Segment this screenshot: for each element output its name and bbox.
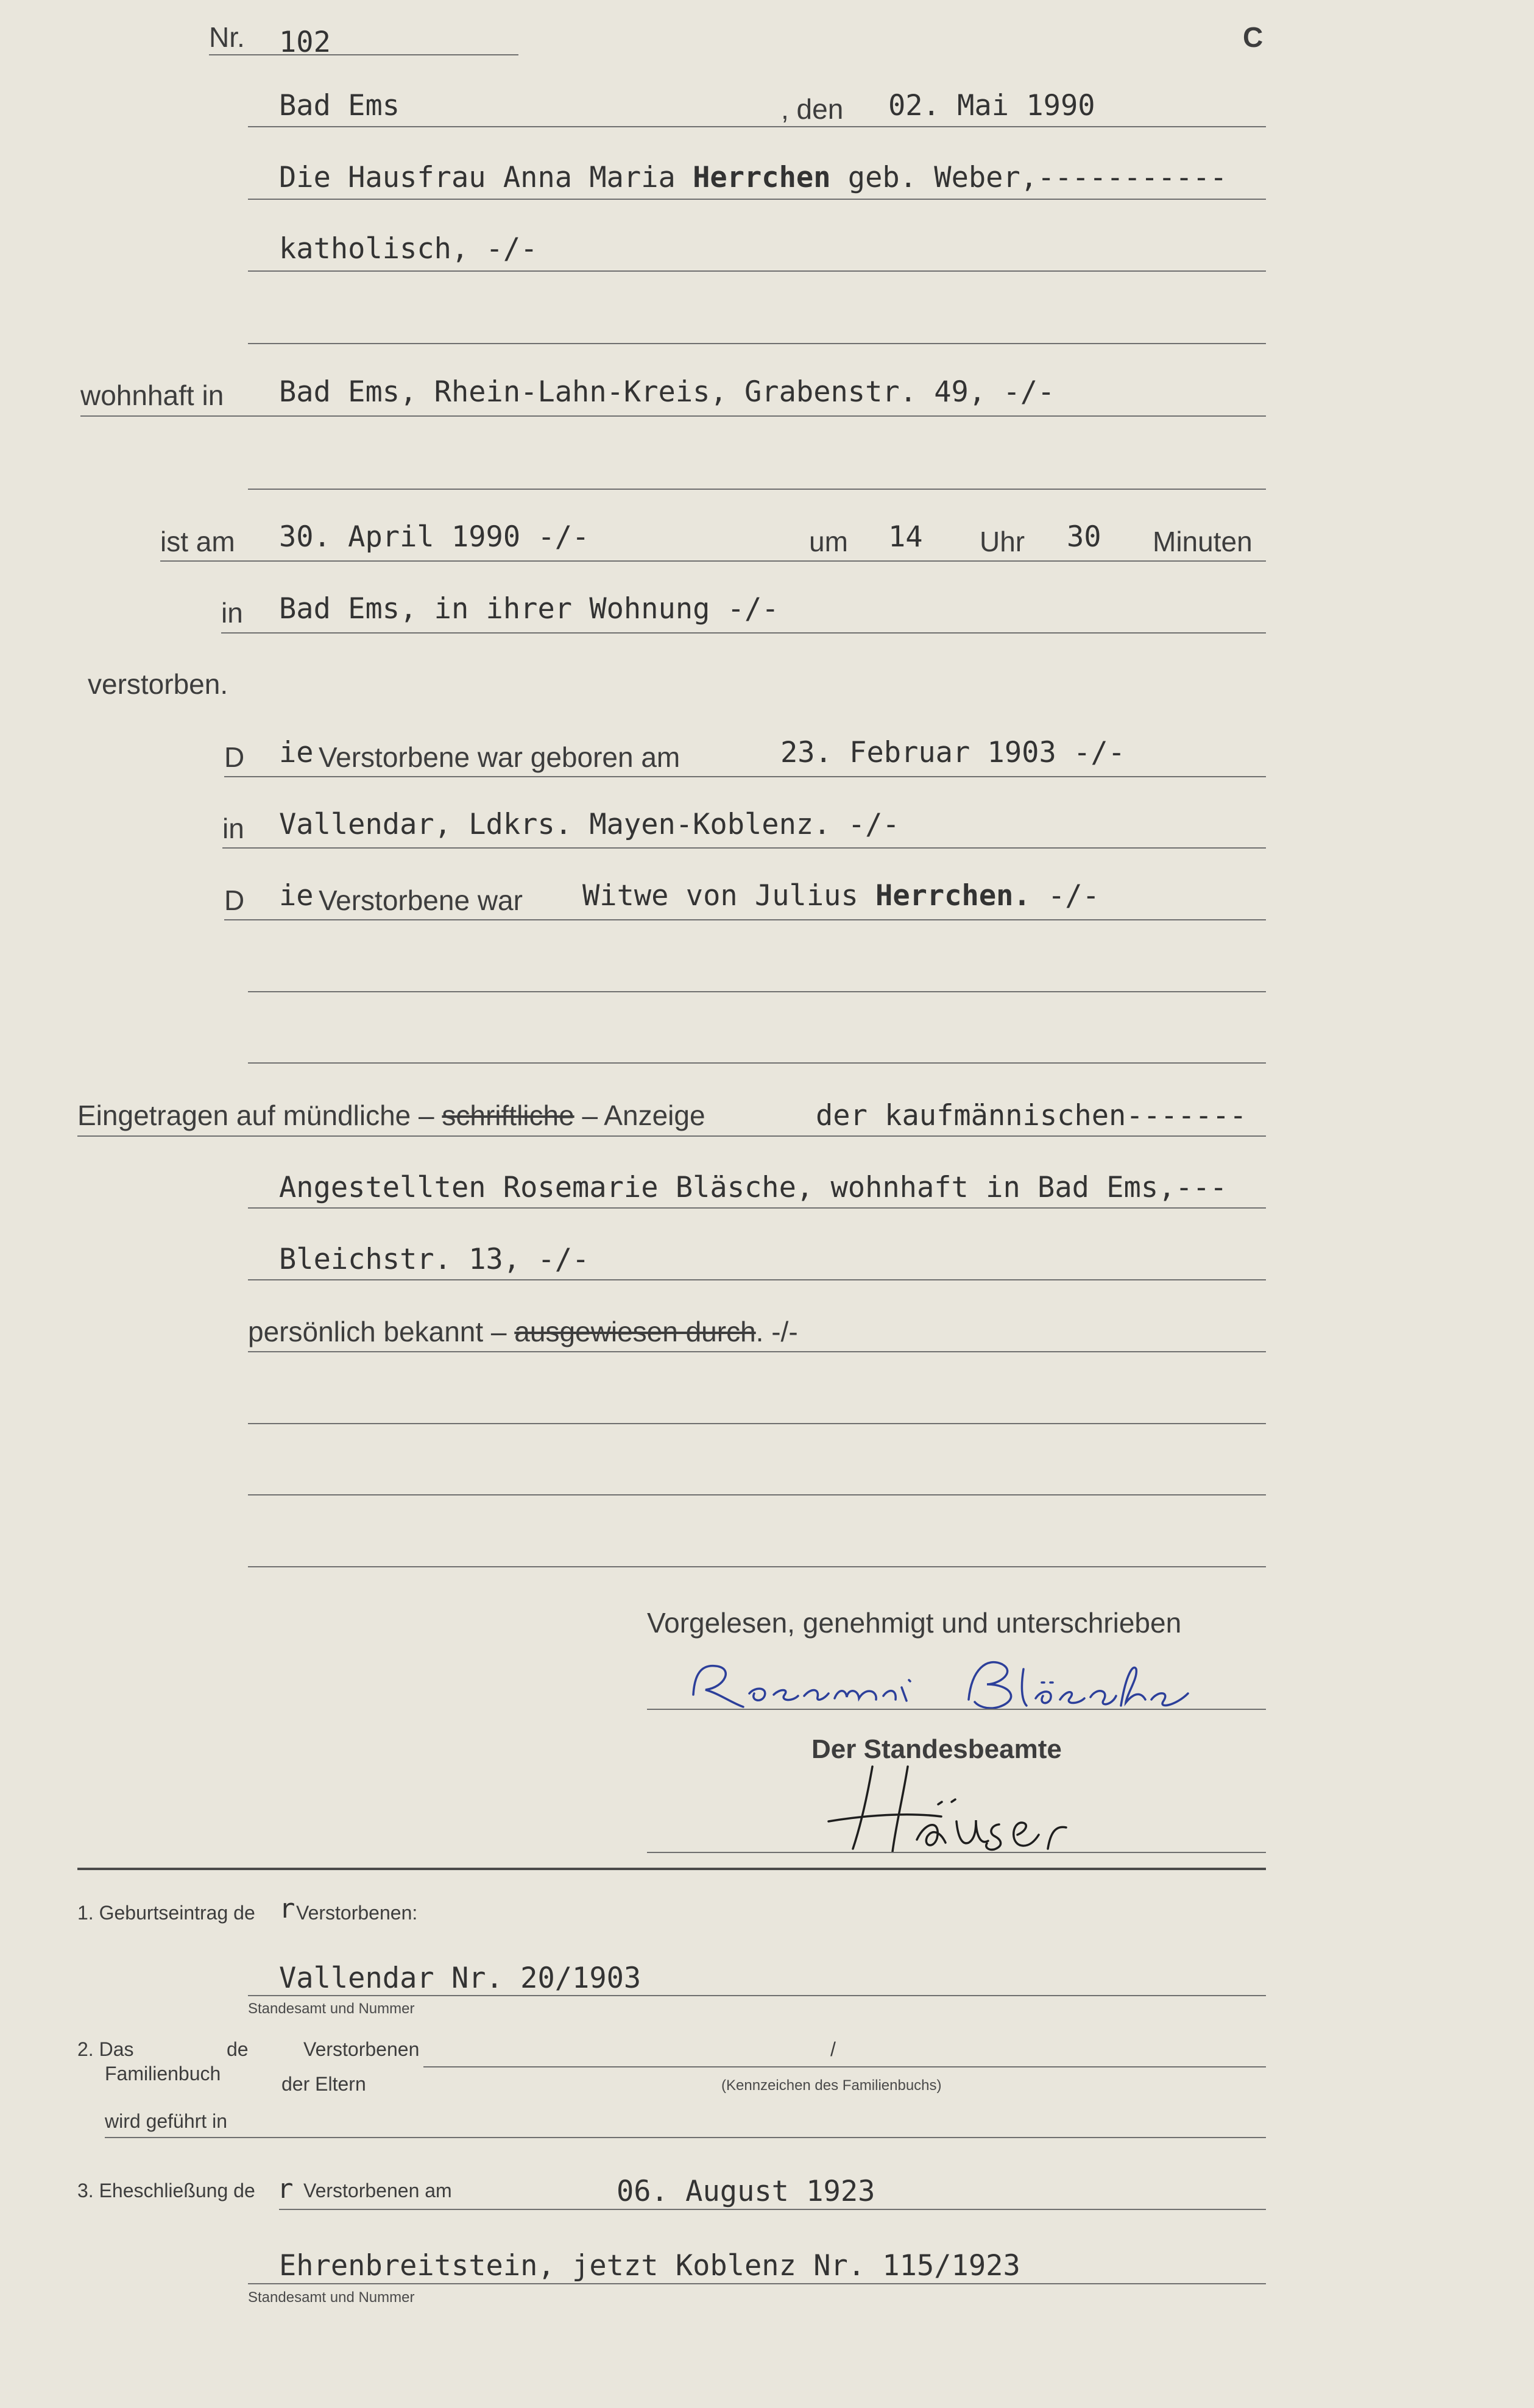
known-label [248, 1318, 798, 1346]
note-3-caption: Standesamt und Nummer [248, 2289, 415, 2306]
note-2-eltern: der Eltern [281, 2073, 366, 2095]
death-in-label: in [221, 597, 243, 629]
note-3-date: 06. August 1923 [617, 2175, 875, 2208]
person-line-1 [279, 163, 1227, 192]
line-place-date [248, 126, 1266, 127]
residence-value: Bad Ems, Rhein-Lahn-Kreis, Grabenstr. 49, -/- [279, 375, 1055, 409]
record-date: 02. Mai 1990 [888, 89, 1095, 122]
note-1-caption: Standesamt und Nummer [248, 2000, 415, 2017]
birth-in-label: in [222, 813, 244, 844]
note-2-slash: / [830, 2038, 836, 2060]
registration-label-struck: schriftliche [442, 1100, 574, 1131]
death-hour: 14 [888, 520, 923, 554]
person-suffix: geb. Weber,----------- [830, 161, 1228, 194]
note-2-label: 2. Das [77, 2038, 134, 2060]
line-blank-2 [248, 1494, 1266, 1495]
nr-line [209, 54, 518, 55]
marital-d-label: D [224, 884, 245, 916]
line-registration-3 [248, 1279, 1266, 1280]
death-minutes: 30 [1067, 520, 1101, 554]
line-known [248, 1351, 1266, 1352]
birth-place: Vallendar, Ldkrs. Mayen-Koblenz. -/- [279, 808, 900, 841]
marital-value [582, 879, 1100, 913]
note-2-gefuehrt: wird geführt in [105, 2110, 227, 2132]
line-marital-2 [248, 991, 1266, 992]
minuten-label: Minuten [1153, 526, 1253, 557]
note-2-de: de [227, 2038, 249, 2060]
note-3-label: 3. Eheschließung de [77, 2180, 255, 2201]
registration-label-post: – Anzeige [582, 1100, 705, 1131]
nr-label: Nr. [209, 21, 245, 53]
uhr-label: Uhr [980, 526, 1025, 557]
known-label-post: . -/- [755, 1316, 798, 1347]
note-2-familienbuch: Familienbuch [105, 2063, 221, 2085]
registrar-signature [816, 1754, 1145, 1858]
death-place: Bad Ems, in ihrer Wohnung -/- [279, 592, 779, 626]
birth-d-label: D [224, 741, 245, 773]
line-note-3b [248, 2283, 1266, 2284]
line-person-1 [248, 199, 1266, 200]
spouse-surname: Herrchen. [875, 879, 1031, 913]
line-blank-3 [248, 1566, 1266, 1567]
note-3-label-2: Verstorbenen am [303, 2180, 452, 2201]
registration-label [77, 1101, 705, 1129]
registrar-label: Der Standesbeamte [811, 1734, 1062, 1764]
line-note-2b [105, 2137, 1266, 2138]
line-note-1 [248, 1995, 1266, 1996]
death-label: ist am [160, 526, 235, 557]
line-person-2 [248, 270, 1266, 272]
line-marital [224, 919, 1266, 920]
line-registration-1 [77, 1135, 1266, 1137]
marital-ie-typed: ie [279, 879, 314, 913]
note-3-typed: r [277, 2173, 294, 2205]
residence-label: wohnhaft in [80, 380, 224, 411]
person-surname: Herrchen [693, 161, 831, 194]
birth-text-label: Verstorbene war geboren am [319, 741, 680, 773]
registrar-signature-stroke [829, 1767, 1066, 1852]
informant-signature-last [969, 1662, 1188, 1709]
nr-value: 102 [279, 26, 331, 59]
line-birth-date [224, 776, 1266, 777]
line-registration-2 [248, 1207, 1266, 1209]
line-note-3a [279, 2209, 1266, 2210]
line-birth-place [222, 847, 1266, 849]
line-registrar-signature [647, 1852, 1266, 1853]
marital-suffix: -/- [1030, 879, 1100, 913]
note-2-verstorbenen: Verstorbenen [303, 2038, 420, 2060]
birth-date: 23. Februar 1903 -/- [780, 736, 1125, 769]
registration-line-2: Angestellten Rosemarie Bläsche, wohnhaft in Bad Ems,--- [279, 1171, 1228, 1204]
line-marital-3 [248, 1062, 1266, 1064]
line-residence-2 [248, 489, 1266, 490]
line-death-place [221, 632, 1266, 634]
marital-text-label: Verstorbene war [319, 884, 523, 916]
informant-signature-first [693, 1666, 910, 1707]
place-value: Bad Ems [279, 89, 400, 122]
note-1-value: Vallendar Nr. 20/1903 [279, 1961, 642, 1995]
note-3-place: Ehrenbreitstein, jetzt Koblenz Nr. 115/1923 [279, 2249, 1020, 2283]
notes-divider [77, 1868, 1266, 1870]
registration-line-3: Bleichstr. 13, -/- [279, 1243, 590, 1276]
registration-line-1: der kaufmännischen------- [816, 1099, 1247, 1132]
note-1-label-2: Verstorbenen: [296, 1902, 418, 1924]
person-line-2: katholisch, -/- [279, 232, 538, 266]
line-note-2a [423, 2066, 1266, 2067]
death-date: 30. April 1990 -/- [279, 520, 590, 554]
birth-ie-typed: ie [279, 736, 314, 769]
line-death-date [160, 560, 1266, 562]
informant-signature [682, 1651, 1200, 1718]
note-1-typed: r [279, 1893, 295, 1924]
line-residence-1 [80, 415, 1266, 417]
read-approved-label: Vorgelesen, genehmigt und unterschrieben [647, 1607, 1182, 1639]
line-blank-1 [248, 1423, 1266, 1424]
verstorben-label: verstorben. [88, 668, 228, 700]
registration-label-pre: Eingetragen auf mündliche – [77, 1100, 434, 1131]
register-letter: C [1243, 21, 1264, 53]
note-2-kennzeichen: (Kennzeichen des Familienbuchs) [721, 2077, 942, 2094]
um-label: um [809, 526, 848, 557]
den-label: , den [781, 93, 844, 125]
marital-prefix: Witwe von Julius [582, 879, 876, 913]
known-label-pre: persönlich bekannt – [248, 1316, 507, 1347]
line-informant-signature [647, 1709, 1266, 1710]
line-person-3 [248, 343, 1266, 344]
person-prefix: Die Hausfrau Anna Maria [279, 161, 693, 194]
note-1-label: 1. Geburtseintrag de [77, 1902, 255, 1924]
known-label-struck: ausgewiesen durch [514, 1316, 756, 1347]
